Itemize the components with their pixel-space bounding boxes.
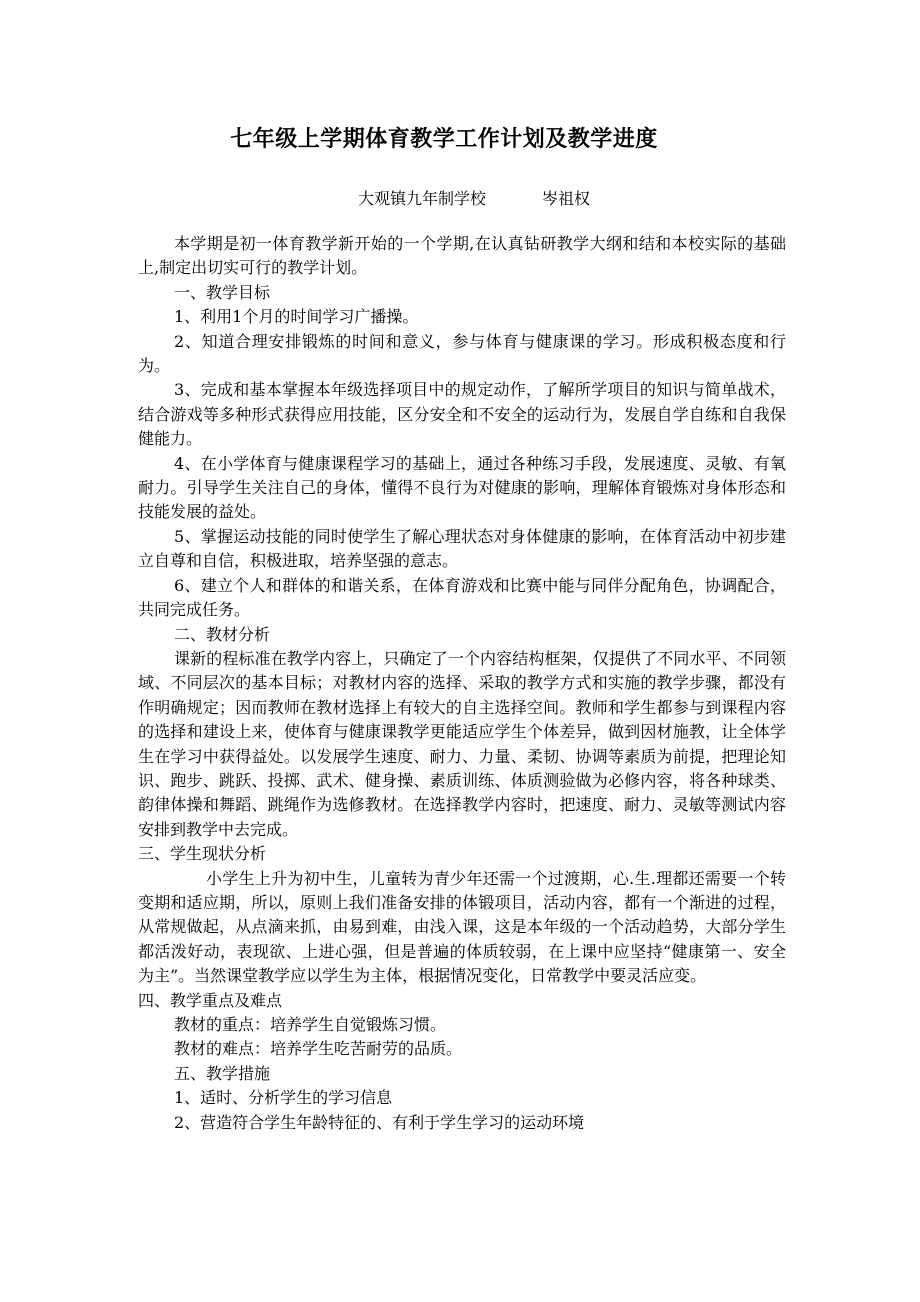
paragraph: 课新的程标准在教学内容上，只确定了一个内容结构框架，仅提供了不同水平、不同领域、不同层次的基本目标；对教材内容的选择、采取的教学方式和实施的教学步骤，都没有作明确规定；因而教师在教材选择上有较大的自主选择空间。教师和学生都参与到课程内容的选择和建设上来，使体育与健康课教学更能适应学生个体差异，做到因材施教，让全体学生在学习中获得益处。以发展学生速度、耐力、力量、柔韧、协调等素质为前提，把理论知识、跑步、跳跃、投掷、武术、健身操、素质训练、体质测验做为必修内容，将各种球类、韵律体操和舞蹈、跳绳作为选修教材。在选择教学内容时，把速度、耐力、灵敏等测试内容安排到教学中去完成。 [138,648,786,839]
list-item: 5、掌握运动技能的同时使学生了解心理状态对身体健康的影响，在体育活动中初步建立自尊和自信，积极进取，培养坚强的意志。 [138,526,786,571]
list-item: 4、在小学体育与健康课程学习的基础上，通过各种练习手段，发展速度、灵敏、有氧耐力。引导学生关注自己的身体，懂得不良行为对健康的影响，理解体育锻炼对身体形态和技能发展的益处。 [138,453,786,522]
school-name: 大观镇九年制学校 [357,189,486,208]
section-heading: 一、教学目标 [174,282,271,302]
section-heading: 三、学生现状分析 [138,844,267,864]
document-title: 七年级上学期体育教学工作计划及教学进度 [230,126,658,152]
document-body [138,232,786,1135]
section-heading: 二、教材分析 [174,624,271,644]
paragraph: 小学生上升为初中生，儿童转为青少年还需一个过渡期，心.生.理都还需要一个转变期和适应期，所以，原则上我们准备安排的体锻项目，活动内容，都有一个渐进的过程，从常规做起，从点滴来抓，由易到难，由浅入课，这是本年级的一个活动趋势，大部分学生都活泼好动，表现欲、上进心强，但是普遍的体质较弱，在上课中应坚持“健康第一、安全为主”。当然课堂教学应以学生为主体，根据情况变化，日常教学中要灵活应变。 [138,868,786,986]
paragraph: 本学期是初一体育教学新开始的一个学期,在认真钻研教学大纲和结和本校实际的基础上,制定出切实可行的教学计划。 [138,234,786,278]
list-item: 2、营造符合学生年龄特征的、有利于学生学习的运动环境 [174,1112,585,1132]
section-heading: 五、教学措施 [174,1063,271,1083]
section-heading: 四、教学重点及难点 [138,990,283,1010]
paragraph: 教材的重点：培养学生自觉锻炼习惯。 [174,1015,447,1034]
author-name: 岑祖权 [542,189,591,208]
list-item: 1、适时、分析学生的学习信息 [174,1088,393,1108]
list-item: 6、建立个人和群体的和谐关系，在体育游戏和比赛中能与同伴分配角色，协调配合，共同完成任务。 [138,575,786,620]
list-item: 1、利用1个月的时间学习广播操。 [174,307,419,327]
list-item: 3、完成和基本掌握本年级选择项目中的规定动作，了解所学项目的知识与简单战术，结合游戏等多种形式获得应用技能，区分安全和不安全的运动行为，发展自学自练和自我保健能力。 [138,380,786,449]
byline [0,186,920,209]
list-item: 2、知道合理安排锻炼的时间和意义，参与体育与健康课的学习。形成积极态度和行为。 [138,331,786,376]
paragraph: 教材的难点：培养学生吃苦耐劳的品质。 [174,1039,463,1059]
